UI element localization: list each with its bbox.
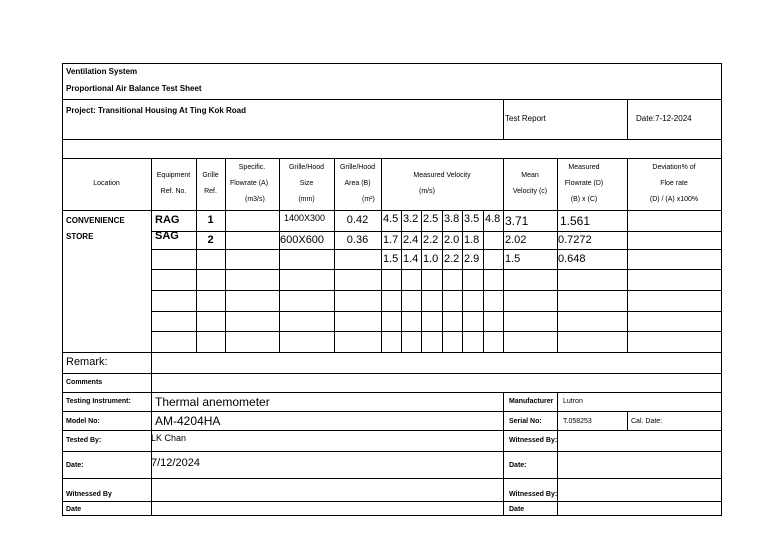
grille-ref: 2 [207, 234, 214, 246]
model-label: Model No: [66, 418, 100, 425]
velocity-reading: 2.4 [403, 234, 419, 246]
col-grille-line2: Ref. [204, 188, 217, 195]
col-size-line1: Grille/Hood [288, 164, 324, 171]
velocity-reading: 3.5 [464, 213, 480, 225]
col-size-line3: (mm) [298, 196, 315, 203]
velocity-reading: 2.2 [444, 253, 460, 265]
col-deviation-line1: Deviation% of [652, 164, 696, 171]
equipment-ref: SAG [155, 230, 179, 242]
col-grille-line1: Grille [202, 172, 219, 179]
velocity-reading: 4.8 [485, 213, 501, 225]
col-mflow-line3: (B) x (C) [570, 196, 598, 203]
remark-label: Remark: [66, 356, 108, 368]
manufacturer-value: Lutron [563, 398, 583, 405]
grille-size: 600X600 [280, 234, 325, 246]
velocity-reading: 3.8 [444, 213, 460, 225]
velocity-reading: 3.2 [403, 213, 419, 225]
velocity-reading: 1.8 [464, 234, 480, 246]
manufacturer-label: Manufacturer [509, 398, 554, 405]
equipment-ref: RAG [155, 214, 180, 226]
velocity-reading: 1.0 [423, 253, 439, 265]
sheet-title: Proportional Air Balance Test Sheet [66, 84, 202, 93]
witnessed-by-label: Witnessed By [66, 491, 112, 498]
instrument-label: Testing Instrument: [66, 398, 131, 405]
col-mean-line1: Mean [521, 172, 539, 179]
velocity-reading: 2.2 [423, 234, 439, 246]
col-equipment-line1: Equipment [156, 172, 191, 179]
report-label: Test Report [505, 114, 546, 123]
grille-area: 0.42 [346, 214, 369, 226]
col-flowrate-line3: (m3/s) [245, 196, 265, 203]
date-value: 7/12/2024 [151, 457, 200, 469]
instrument-value: Thermal anemometer [155, 395, 270, 409]
location-line1: CONVENIENCE [66, 216, 125, 225]
col-area-line1: Grille/Hood [339, 164, 375, 171]
mean-velocity: 2.02 [505, 234, 527, 246]
date-label: Date: [66, 462, 84, 469]
velocity-reading: 2.5 [423, 213, 439, 225]
col-mflow-line2: Flowrate (D) [564, 180, 604, 187]
measured-flowrate: 0.648 [558, 253, 586, 265]
mean-velocity: 3.71 [505, 214, 529, 228]
date-label-right: Date: [509, 462, 527, 469]
measured-flowrate: 1.561 [560, 214, 591, 228]
velocity-reading: 4.5 [383, 213, 399, 225]
measured-flowrate: 0.7272 [558, 234, 592, 246]
tested-by-value: LK Chan [151, 433, 187, 443]
col-mean-line2: Velocity (c) [512, 188, 548, 195]
col-velocity-line2: (m/s) [419, 188, 435, 195]
project-name: Project: Transitional Housing At Ting Kok Road [66, 106, 247, 115]
grille-size: 1400X300 [284, 213, 326, 223]
date-label-2: Date [66, 506, 82, 513]
velocity-reading: 2.0 [444, 234, 460, 246]
col-deviation-line2: Floe rate [660, 180, 688, 187]
col-velocity-line1: Measured Velocity [413, 172, 471, 179]
cal-date-label: Cal. Date: [631, 418, 663, 425]
serial-label: Serial No: [509, 418, 542, 425]
col-flowrate-line2: Flowrate (A) [229, 180, 269, 187]
comments-label: Comments [66, 379, 103, 386]
system-title: Ventilation System [66, 67, 138, 76]
col-mflow-line1: Measured [568, 164, 600, 171]
col-equipment-line2: Ref. No. [160, 188, 187, 195]
grille-area: 0.36 [346, 234, 369, 246]
report-date: Date:7-12-2024 [636, 114, 692, 123]
velocity-reading: 2.9 [464, 253, 480, 265]
tested-by-label: Tested By: [66, 437, 102, 444]
velocity-reading: 1.4 [403, 253, 419, 265]
col-size-line2: Size [299, 180, 314, 187]
mean-velocity: 1.5 [505, 253, 521, 265]
col-area-line3: (m²) [362, 196, 375, 203]
serial-value: T.058253 [563, 418, 592, 425]
location-line2: STORE [66, 232, 94, 241]
col-area-line2: Area (B) [344, 180, 371, 187]
date-label-right-2: Date [509, 506, 525, 513]
witnessed-by-label-right-2: Witnessed By: [509, 491, 558, 498]
witnessed-by-label-right: Witnessed By: [509, 437, 558, 444]
col-flowrate-line1: Specific. [238, 164, 266, 171]
velocity-reading: 1.7 [383, 234, 399, 246]
col-location: Location [93, 180, 120, 187]
model-value: AM-4204HA [155, 414, 221, 428]
grille-ref: 1 [207, 214, 214, 226]
velocity-reading: 1.5 [383, 253, 399, 265]
col-deviation-line3: (D) / (A) x100% [649, 196, 699, 203]
